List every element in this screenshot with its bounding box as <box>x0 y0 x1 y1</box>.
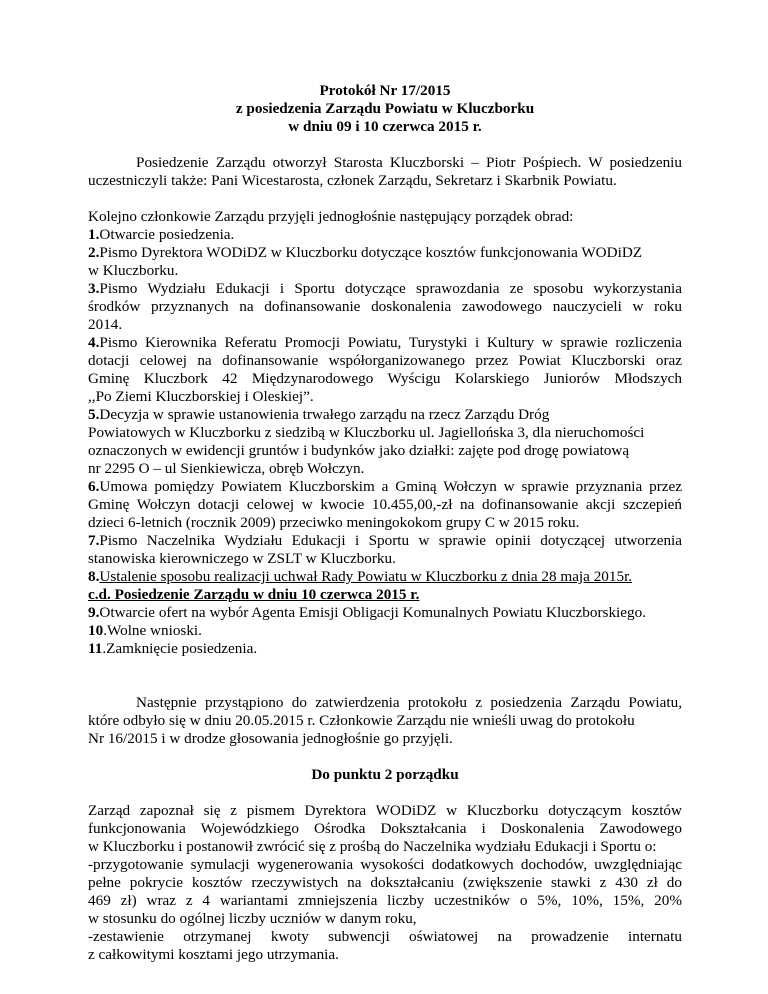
agenda-item-9 <box>88 604 682 622</box>
item-text: oznaczonych w ewidencji gruntów i budynków jako działki: zajęte pod drogę powiatową <box>88 442 630 459</box>
item-number: 8. <box>88 568 100 585</box>
approval-line: Nr 16/2015 i w drodze głosowania jednogłośnie go przyjęli. <box>88 730 453 747</box>
continuation-heading: c.d. Posiedzenie Zarządu w dniu 10 czerwca 2015 r. <box>88 586 420 603</box>
document-page <box>88 82 682 964</box>
agenda <box>88 208 682 658</box>
agenda-item-11 <box>88 640 682 658</box>
body-line: pełne pokrycie kosztów rzeczywistych na dokształcaniu (zwiększenie stawki z 430 zł do <box>88 874 682 891</box>
agenda-item-2 <box>88 244 682 280</box>
item-text: Otwarcie posiedzenia. <box>99 226 235 243</box>
item-text: Gminę Wołczyn dotacji celowej w kwocie 10.455,00,-zł na dofinansowanie akcji szczepień <box>88 496 682 513</box>
intro-line: uczestniczyli także: Pani Wicestarosta, członek Zarządu, Sekretarz i Skarbnik Powiatu. <box>88 172 617 189</box>
item-number: 9. <box>88 604 100 621</box>
item-number: 5. <box>88 406 100 423</box>
agenda-item-10 <box>88 622 682 640</box>
protocol-title: Protokół Nr 17/2015 <box>319 82 451 99</box>
item-text: Gminę Kluczbork 42 Międzynarodowego Wyścigu Kolarskiego Juniorów Młodszych <box>88 370 682 387</box>
item-text: Ustalenie sposobu realizacji uchwał Rady Powiatu w Kluczborku z dnia 28 maja 2015r. <box>99 568 633 585</box>
item-text: Pismo Kierownika Referatu Promocji Powiatu, Turystyki i Kultury w sprawie rozliczenia <box>99 334 682 351</box>
agenda-item-8 <box>88 568 682 586</box>
item-text: Umowa pomiędzy Powiatem Kluczborskim a Gminą Wołczyn w sprawie przyznania przez <box>99 478 682 495</box>
item-text: Otwarcie ofert na wybór Agenta Emisji Obligacji Komunalnych Powiatu Kluczborskiego. <box>99 604 647 621</box>
section-2-body <box>88 802 682 964</box>
agenda-item-6 <box>88 478 682 532</box>
item-number: 7. <box>88 532 100 549</box>
body-line: -zestawienie otrzymanej kwoty subwencji oświatowej na prowadzenie internatu <box>88 928 682 945</box>
protocol-subtitle: z posiedzenia Zarządu Powiatu w Kluczborku <box>235 100 535 117</box>
agenda-item-7 <box>88 532 682 568</box>
item-text: nr 2295 O – ul Sienkiewicza, obręb Wołczyn. <box>88 460 365 477</box>
approval-line: Następnie przystąpiono do zatwierdzenia protokołu z posiedzenia Zarządu Powiatu, <box>136 694 682 711</box>
section-2-heading: Do punktu 2 porządku <box>311 766 459 783</box>
item-number: 2. <box>88 244 100 261</box>
item-number: 1. <box>88 226 100 243</box>
item-text: Pismo Naczelnika Wydziału Edukacji i Sportu w sprawie opinii dotyczącej utworzenia <box>99 532 682 549</box>
body-line: w Kluczborku i postanowił zwrócić się z prośbą do Naczelnika wydziału Edukacji i Sportu o: <box>88 838 657 855</box>
item-number: 6. <box>88 478 100 495</box>
protocol-date: w dniu 09 i 10 czerwca 2015 r. <box>288 118 482 135</box>
item-text: Powiatowych w Kluczborku z siedzibą w Kluczborku ul. Jagiellońska 3, dla nieruchomości <box>88 424 645 441</box>
body-line: -przygotowanie symulacji wygenerowania wysokości dodatkowych dochodów, uwzględniając <box>88 856 682 873</box>
item-text: stanowiska kierowniczego w ZSLT w Kluczborku. <box>88 550 396 567</box>
item-text: dotacji celowej na dofinansowanie współorganizowanego przez Powiat Kluczborski oraz <box>88 352 682 369</box>
item-number: 11 <box>88 640 103 657</box>
item-text: dzieci 6-letnich (rocznik 2009) przeciwko meningokokom grupy C w 2015 roku. <box>88 514 580 531</box>
item-text: środków przyznanych na dofinansowanie doskonalenia zawodowego nauczycieli w roku <box>88 298 682 315</box>
body-line: 469 zł) wraz z 4 wariantami zmniejszenia liczby uczestników o 5%, 10%, 15%, 20% <box>88 892 682 909</box>
agenda-item-5 <box>88 406 682 478</box>
item-text: .Wolne wnioski. <box>103 622 202 639</box>
item-number: 10 <box>88 622 104 639</box>
approval-paragraph <box>88 694 682 748</box>
body-line: Zarząd zapoznał się z pismem Dyrektora WODiDZ w Kluczborku dotyczącym kosztów <box>88 802 682 819</box>
agenda-intro: Kolejno członkowie Zarządu przyjęli jednogłośnie następujący porządek obrad: <box>88 208 574 225</box>
item-text: ,,Po Ziemi Kluczborskiej i Oleskiej”. <box>88 388 314 405</box>
body-line: funkcjonowania Wojewódzkiego Ośrodka Dokształcania i Doskonalenia Zawodowego <box>88 820 682 837</box>
agenda-item-3 <box>88 280 682 334</box>
intro-line: Posiedzenie Zarządu otworzył Starosta Kluczborski – Piotr Pośpiech. W posiedzeniu <box>136 154 682 171</box>
intro-paragraph <box>88 154 682 190</box>
approval-line: które odbyło się w dniu 20.05.2015 r. Członkowie Zarządu nie wnieśli uwag do protokołu <box>88 712 635 729</box>
item-text: 2014. <box>88 316 123 333</box>
agenda-item-4 <box>88 334 682 406</box>
item-number: 3. <box>88 280 100 297</box>
body-line: w stosunku do ogólnej liczby uczniów w danym roku, <box>88 910 417 927</box>
item-text: Decyzja w sprawie ustanowienia trwałego zarządu na rzecz Zarządu Dróg <box>99 406 550 423</box>
item-number: 4. <box>88 334 100 351</box>
item-text: Pismo Dyrektora WODiDZ w Kluczborku dotyczące kosztów funkcjonowania WODiDZ <box>99 244 643 261</box>
body-line: z całkowitymi kosztami jego utrzymania. <box>88 946 339 963</box>
item-text: w Kluczborku. <box>88 262 179 279</box>
agenda-item-1 <box>88 226 682 244</box>
document-header <box>88 82 682 136</box>
item-text: Pismo Wydziału Edukacji i Sportu dotyczące sprawozdania ze sposobu wykorzystania <box>99 280 682 297</box>
item-text: .Zamknięcie posiedzenia. <box>102 640 258 657</box>
